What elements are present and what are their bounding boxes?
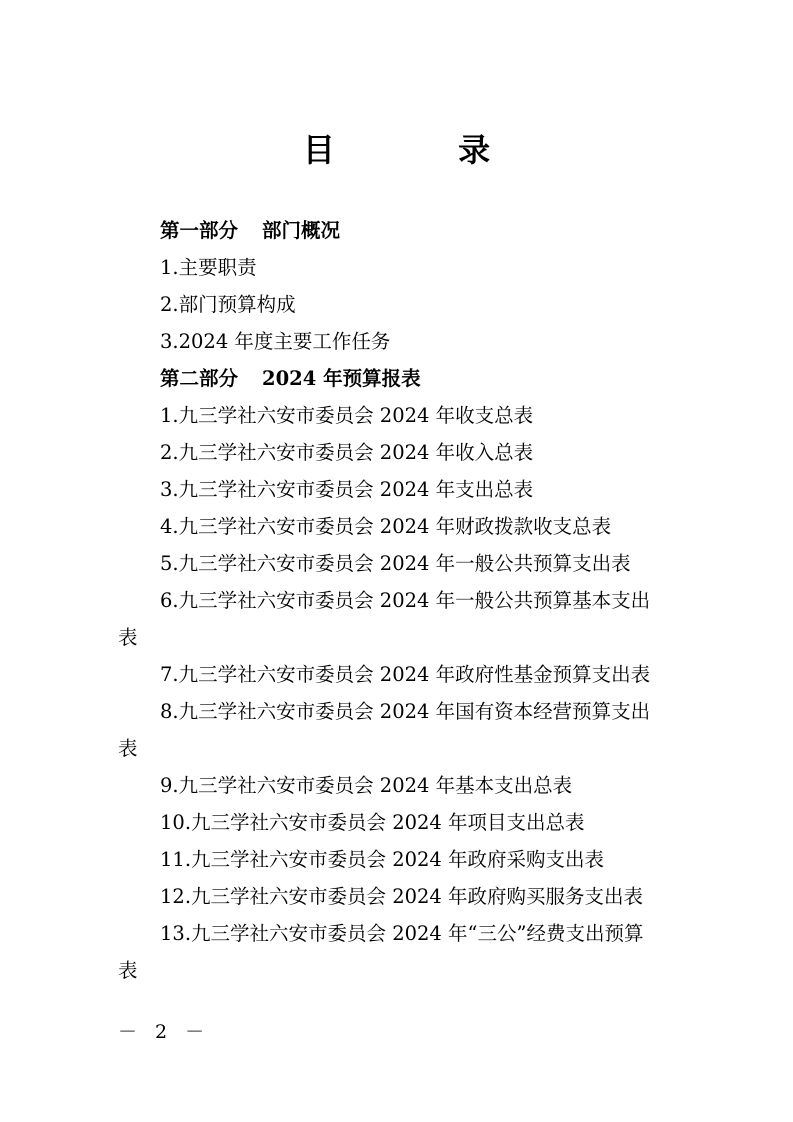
toc-part-1-label: 第一部分 bbox=[160, 219, 239, 242]
toc-item[interactable]: 2.九三学社六安市委员会 2024 年收入总表 bbox=[160, 441, 534, 464]
toc-item-continuation[interactable]: 表 bbox=[118, 959, 138, 982]
toc-part-2-label: 第二部分 bbox=[160, 367, 239, 390]
toc-item[interactable]: 10.九三学社六安市委员会 2024 年项目支出总表 bbox=[160, 811, 585, 834]
toc-item[interactable]: 4.九三学社六安市委员会 2024 年财政拨款收支总表 bbox=[160, 515, 612, 538]
table-of-contents bbox=[118, 212, 678, 989]
toc-item[interactable]: 8.九三学社六安市委员会 2024 年国有资本经营预算支出 bbox=[160, 700, 651, 723]
toc-item[interactable]: 3.九三学社六安市委员会 2024 年支出总表 bbox=[160, 478, 534, 501]
toc-item[interactable]: 5.九三学社六安市委员会 2024 年一般公共预算支出表 bbox=[160, 552, 631, 575]
toc-item[interactable]: 1.主要职责 bbox=[160, 256, 257, 279]
toc-item[interactable]: 12.九三学社六安市委员会 2024 年政府购买服务支出表 bbox=[160, 885, 644, 908]
toc-item[interactable]: 13.九三学社六安市委员会 2024 年“三公”经费支出预算 bbox=[160, 922, 644, 945]
toc-item-continuation[interactable]: 表 bbox=[118, 626, 138, 649]
toc-part-2-heading[interactable] bbox=[118, 360, 678, 397]
toc-item[interactable]: 1.九三学社六安市委员会 2024 年收支总表 bbox=[160, 404, 534, 427]
toc-item-continuation[interactable]: 表 bbox=[118, 737, 138, 760]
toc-item[interactable]: 3.2024 年度主要工作任务 bbox=[160, 330, 391, 353]
toc-item[interactable]: 9.九三学社六安市委员会 2024 年基本支出总表 bbox=[160, 774, 573, 797]
toc-item[interactable]: 7.九三学社六安市委员会 2024 年政府性基金预算支出表 bbox=[160, 663, 651, 686]
toc-item[interactable]: 6.九三学社六安市委员会 2024 年一般公共预算基本支出 bbox=[160, 589, 651, 612]
page-number: － 2 － bbox=[118, 1021, 211, 1043]
toc-part-1-heading[interactable] bbox=[118, 212, 678, 249]
toc-part-2-name: 2024 年预算报表 bbox=[262, 367, 421, 390]
toc-item[interactable]: 11.九三学社六安市委员会 2024 年政府采购支出表 bbox=[160, 848, 605, 871]
toc-item[interactable]: 2.部门预算构成 bbox=[160, 293, 296, 316]
toc-part-1-name: 部门概况 bbox=[262, 219, 341, 242]
page-title: 目 录 bbox=[302, 131, 547, 169]
